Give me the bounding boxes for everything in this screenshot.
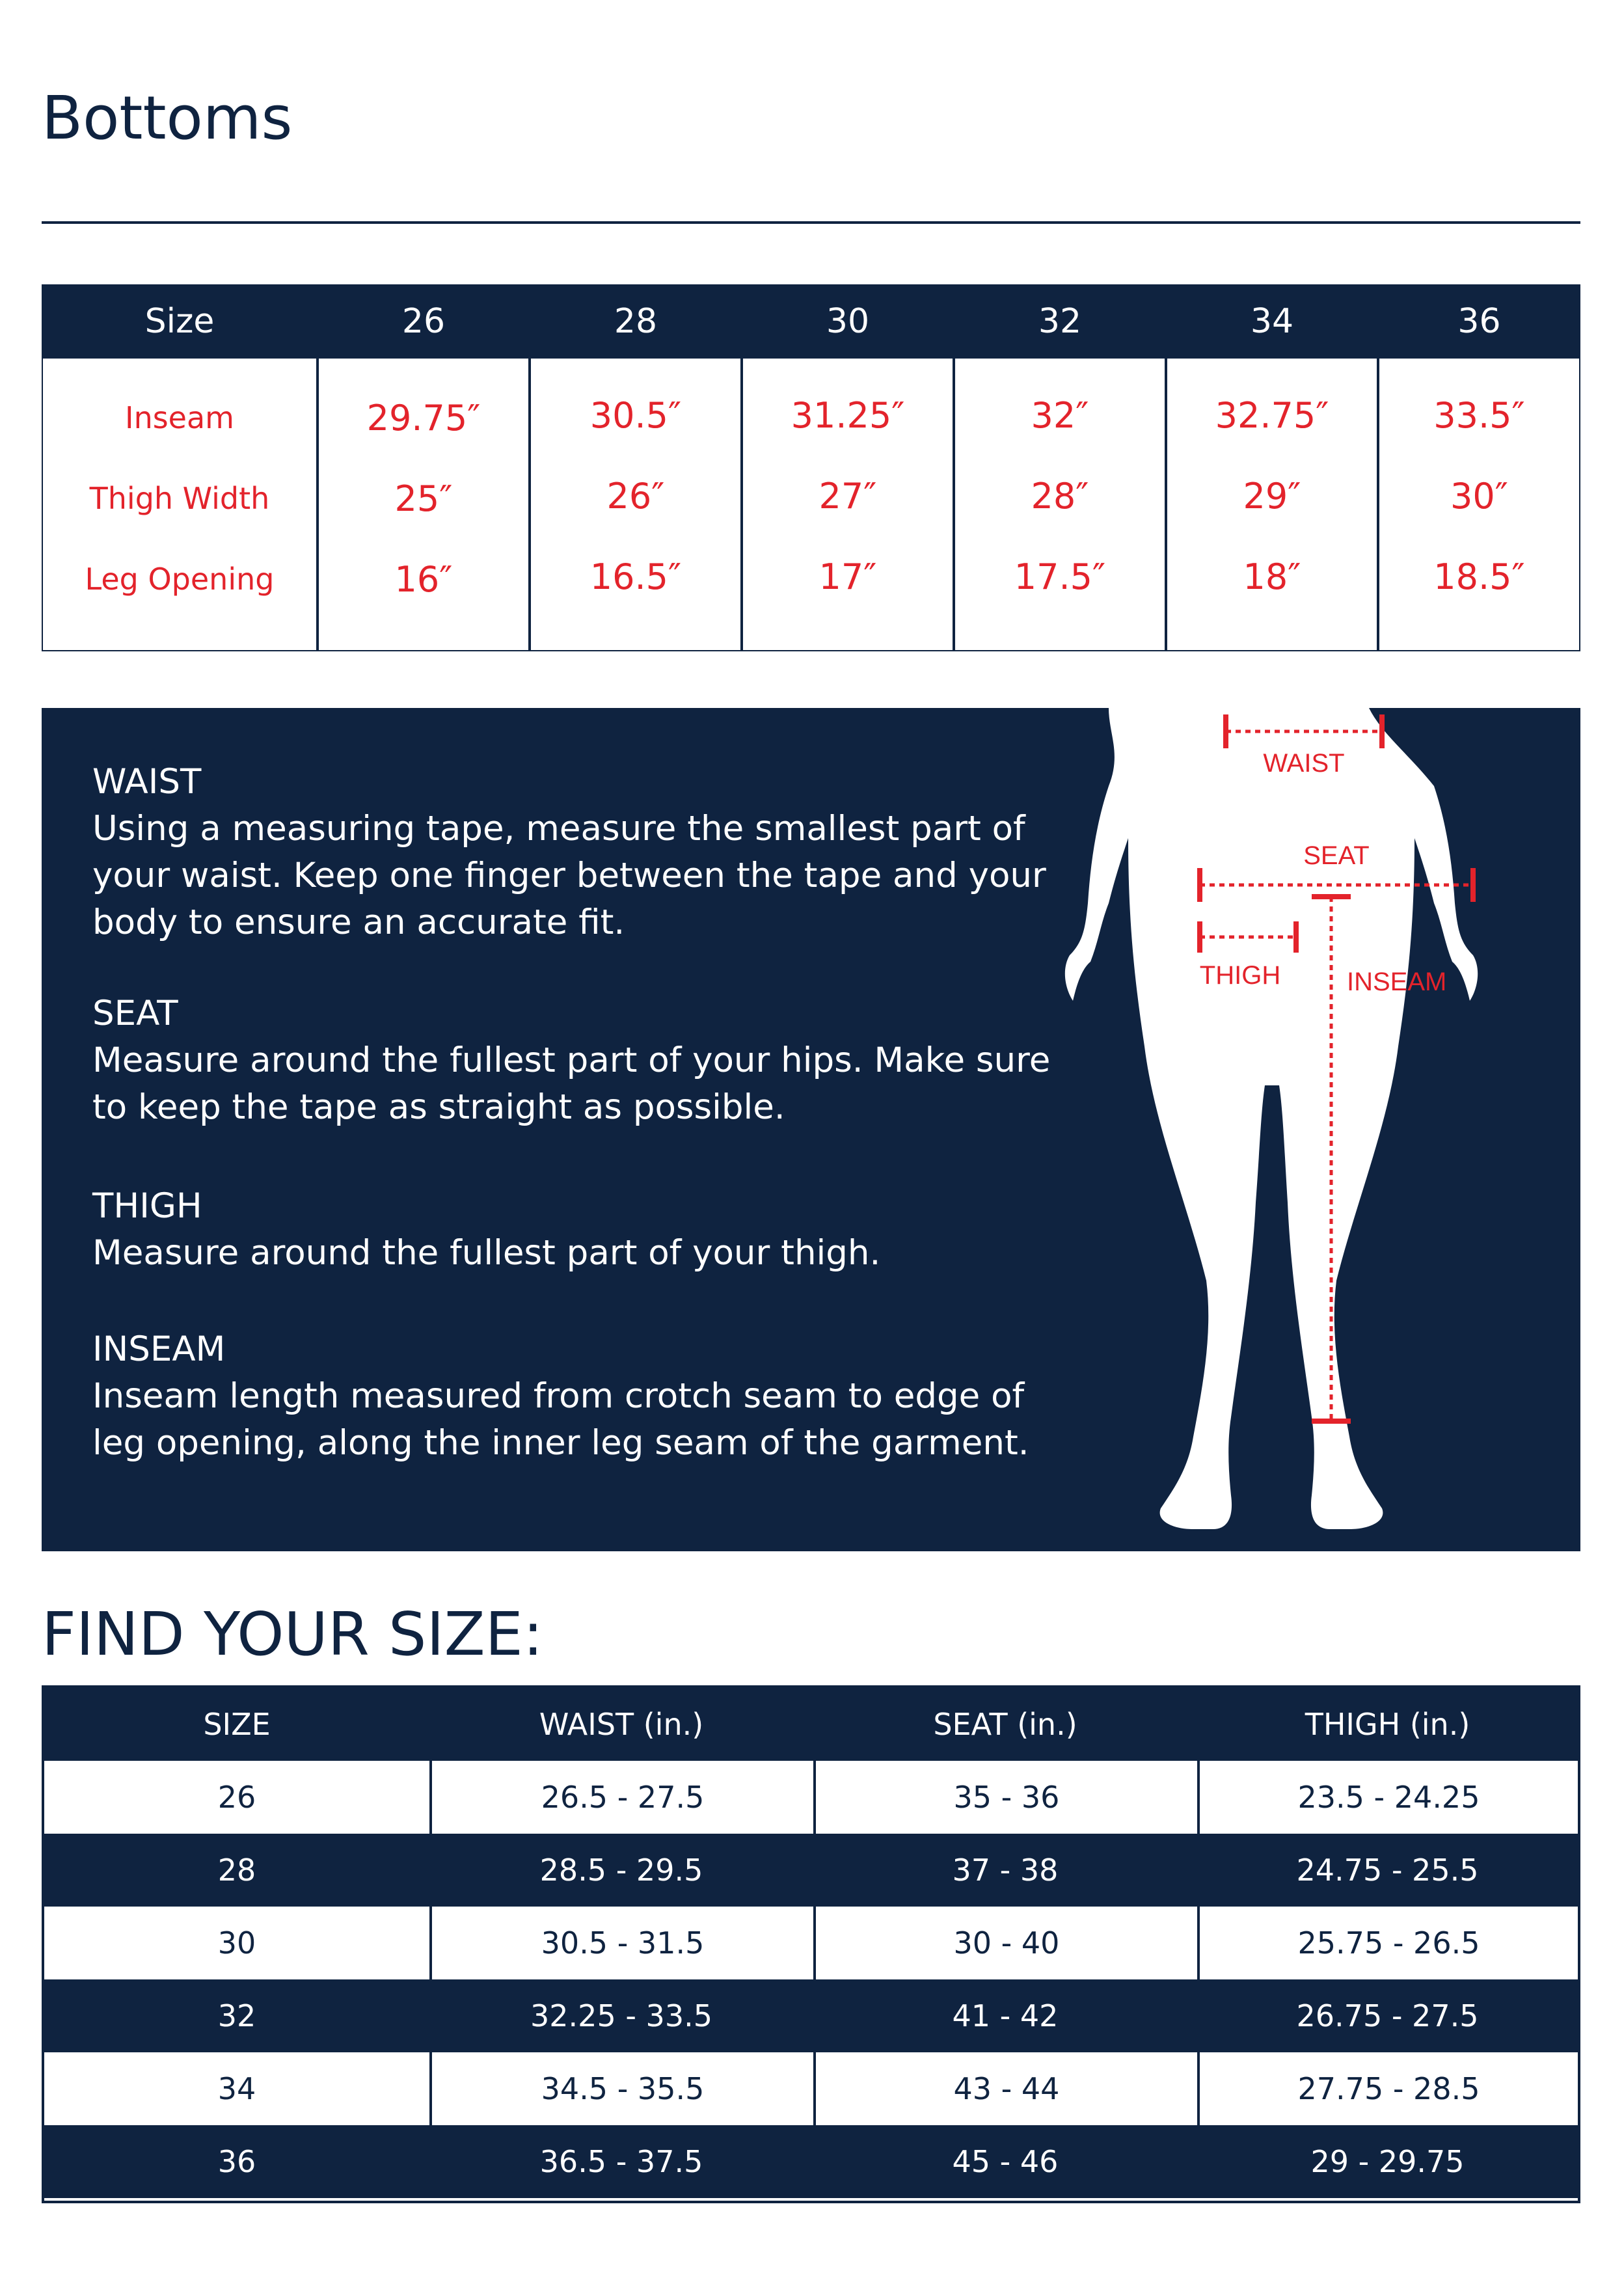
header-size-26: 26: [401, 302, 446, 341]
seat-cell: 45 - 46: [952, 2144, 1059, 2179]
table-cell: 26″: [606, 476, 665, 517]
thigh-cell: 23.5 - 24.25: [1197, 1761, 1578, 1834]
table-cell: 17.5″: [1014, 556, 1106, 597]
find-your-size-title: FIND YOUR SIZE:: [42, 1599, 543, 1669]
measurement-table: [42, 284, 1580, 653]
size-cell: 28: [217, 1853, 256, 1888]
waist-text: Using a measuring tape, measure the smallest part of your waist. Keep one finger between the tape and your body to ensure an accurate fit.: [92, 809, 1046, 942]
size-26-column: [319, 359, 531, 650]
measurement-table-header: [42, 284, 1580, 359]
inseam-instructions: [92, 1326, 1075, 1467]
column-header-waist: WAIST (in.): [539, 1707, 704, 1742]
size-cell: 30: [217, 1925, 256, 1961]
column-header-seat: SEAT (in.): [933, 1707, 1077, 1742]
table-cell: 16″: [394, 559, 453, 600]
column-header-size: SIZE: [203, 1707, 271, 1742]
row-label-inseam: Inseam: [125, 400, 234, 435]
title-divider: [42, 221, 1580, 224]
size-32-column: [955, 359, 1167, 650]
size-cell: 34: [217, 2071, 256, 2106]
size-34-column: [1167, 359, 1379, 650]
size-cell: 26: [217, 1780, 256, 1815]
table-cell: 27″: [819, 476, 877, 517]
header-size-28: 28: [614, 302, 658, 341]
waist-cell: 26.5 - 27.5: [429, 1761, 813, 1834]
waist-cell: 28.5 - 29.5: [539, 1853, 703, 1888]
header-size-32: 32: [1038, 302, 1082, 341]
thigh-instructions: [92, 1183, 1075, 1277]
row-label-leg-opening: Leg Opening: [85, 562, 275, 597]
table-cell: 29″: [1243, 476, 1301, 517]
header-size-34: 34: [1250, 302, 1294, 341]
table-cell: 33.5″: [1433, 395, 1525, 436]
measuring-guide-panel: [42, 708, 1580, 1551]
thigh-cell: 24.75 - 25.5: [1296, 1853, 1479, 1888]
table-cell: 18.5″: [1433, 556, 1525, 597]
waist-heading: WAIST: [92, 762, 202, 802]
thigh-text: Measure around the fullest part of your thigh.: [92, 1233, 881, 1273]
thigh-cell: 29 - 29.75: [1310, 2144, 1465, 2179]
size-lookup-table: [42, 1685, 1580, 2203]
inseam-heading: INSEAM: [92, 1329, 226, 1369]
measurement-table-body: [42, 359, 1580, 651]
size-cell: 36: [217, 2144, 256, 2179]
size-28-column: [531, 359, 743, 650]
header-size-30: 30: [826, 302, 870, 341]
table-cell: 31.25″: [791, 395, 905, 436]
table-cell: 18″: [1243, 556, 1301, 597]
size-table-header: [44, 1688, 1578, 1761]
page-title: Bottoms: [42, 83, 293, 153]
waist-cell: 30.5 - 31.5: [429, 1907, 813, 1979]
seat-cell: 35 - 36: [813, 1761, 1197, 1834]
thigh-cell: 25.75 - 26.5: [1197, 1907, 1578, 1979]
size-30-column: [743, 359, 955, 650]
thigh-cell: 26.75 - 27.5: [1296, 1998, 1479, 2033]
waist-cell: 34.5 - 35.5: [429, 2052, 813, 2125]
table-cell: 17″: [819, 556, 877, 597]
seat-text: Measure around the fullest part of your hips. Make sure to keep the tape as straight as possible.: [92, 1040, 1051, 1127]
table-cell: 32″: [1031, 395, 1089, 436]
seat-cell: 43 - 44: [813, 2052, 1197, 2125]
table-row: [44, 1761, 1578, 1834]
table-row: [44, 2052, 1578, 2125]
seat-cell: 37 - 38: [952, 1853, 1059, 1888]
table-cell: 29.75″: [366, 398, 481, 439]
body-measurement-figure: [1044, 708, 1538, 1551]
table-row: [44, 1907, 1578, 1979]
table-row: [44, 2125, 1578, 2198]
table-cell: 28″: [1031, 476, 1089, 517]
seat-heading: SEAT: [92, 994, 178, 1033]
thigh-cell: 27.75 - 28.5: [1197, 2052, 1578, 2125]
inseam-text: Inseam length measured from crotch seam to edge of leg opening, along the inner leg seam of the garment.: [92, 1376, 1029, 1463]
row-labels-column: [43, 359, 319, 650]
waist-figure-label: WAIST: [1263, 749, 1345, 778]
size-cell: 32: [217, 1998, 256, 2033]
header-size: Size: [144, 302, 215, 341]
row-label-thigh-width: Thigh Width: [89, 481, 270, 516]
seat-cell: 41 - 42: [952, 1998, 1059, 2033]
table-row: [44, 1834, 1578, 1907]
waist-cell: 32.25 - 33.5: [530, 1998, 712, 2033]
inseam-figure-label: INSEAM: [1347, 968, 1447, 996]
table-cell: 25″: [394, 478, 453, 519]
waist-cell: 36.5 - 37.5: [539, 2144, 703, 2179]
thigh-figure-label: THIGH: [1199, 961, 1281, 990]
size-36-column: [1379, 359, 1579, 650]
table-row: [44, 1979, 1578, 2052]
table-cell: 32.75″: [1215, 395, 1329, 436]
waist-instructions: [92, 759, 1075, 946]
table-cell: 30.5″: [589, 395, 682, 436]
thigh-heading: THIGH: [92, 1186, 202, 1226]
seat-cell: 30 - 40: [813, 1907, 1197, 1979]
seat-figure-label: SEAT: [1303, 841, 1370, 870]
table-cell: 30″: [1450, 476, 1508, 517]
body-silhouette: [1065, 708, 1478, 1529]
seat-instructions: [92, 990, 1075, 1131]
table-cell: 16.5″: [589, 556, 682, 597]
column-header-thigh: THIGH (in.): [1305, 1707, 1470, 1742]
header-size-36: 36: [1457, 302, 1501, 341]
